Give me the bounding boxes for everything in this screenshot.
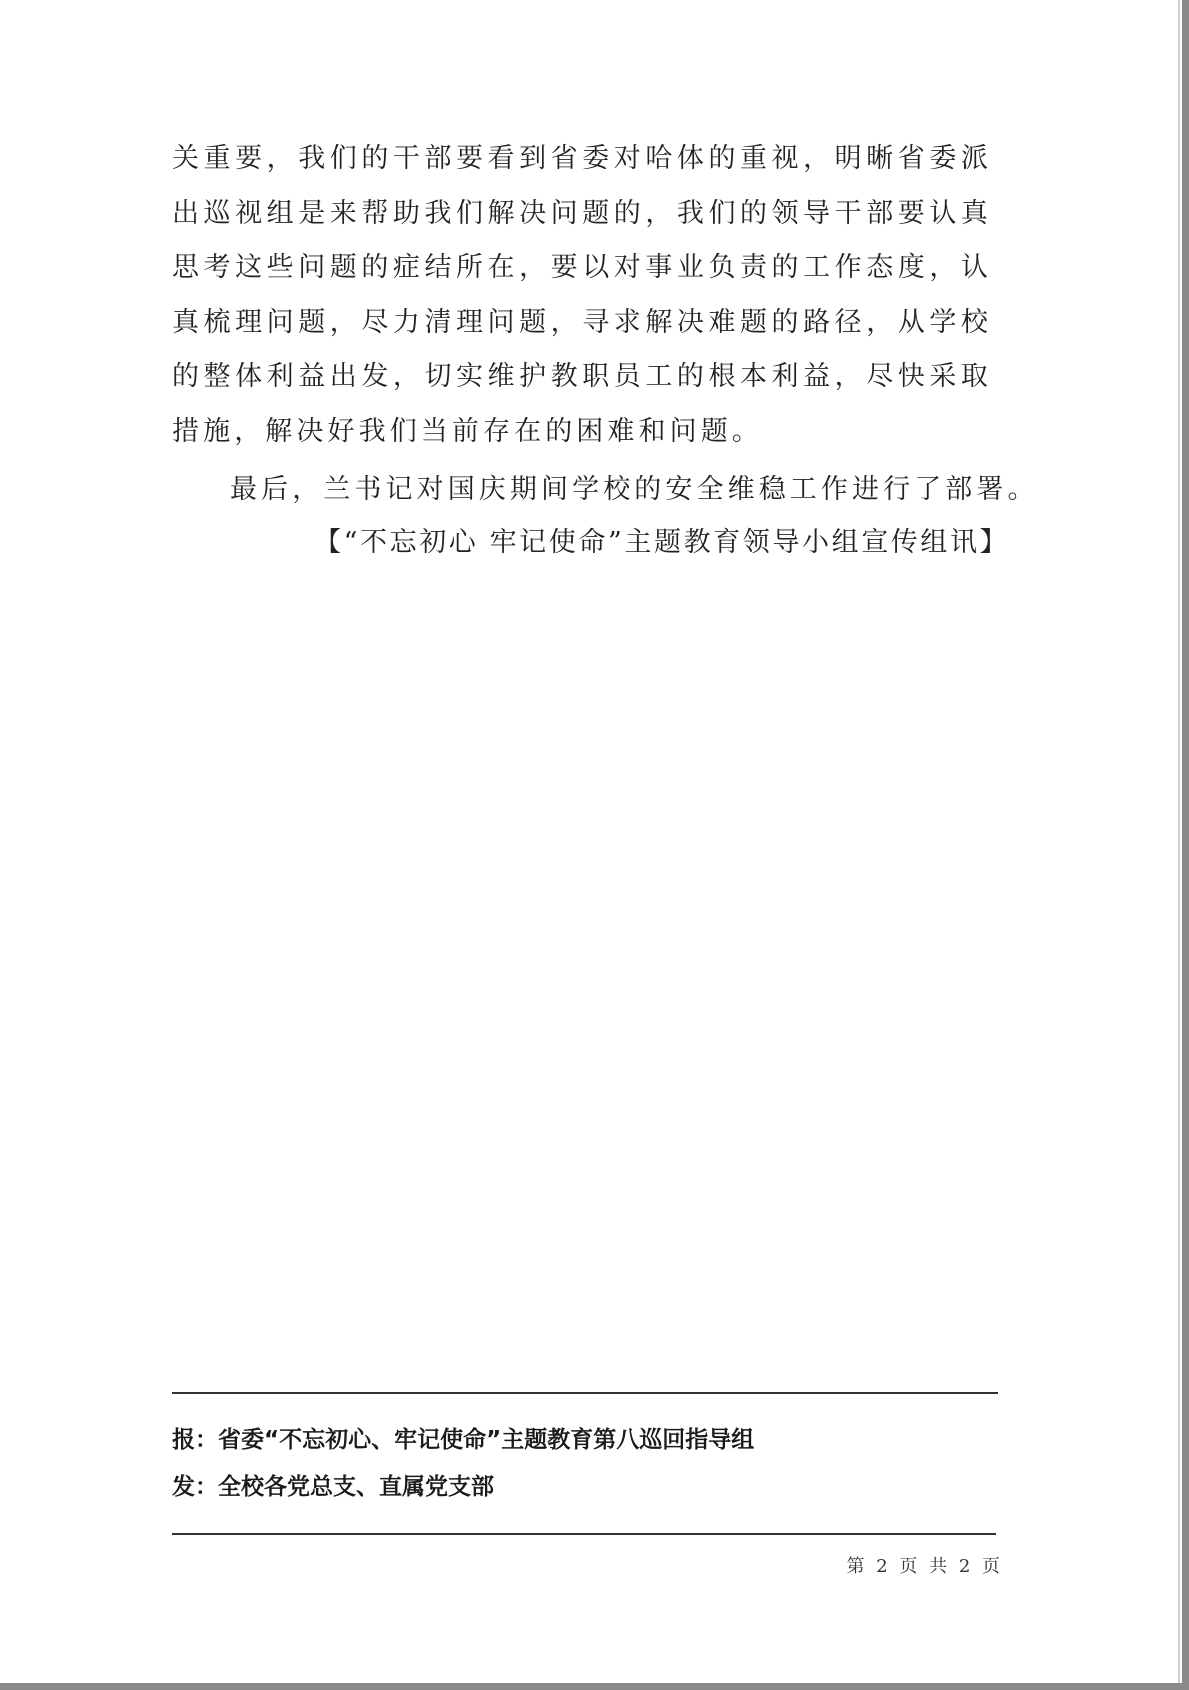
divider-bottom xyxy=(172,1533,996,1535)
report-to-line: 报：省委“不忘初心、牢记使命”主题教育第八巡回指导组 xyxy=(172,1427,755,1453)
page-number: 第 2 页 共 2 页 xyxy=(846,1556,1003,1577)
body-paragraph: 关重要，我们的干部要看到省委对哈体的重视，明晰省委派出巡视组是来帮助我们解决问题的，我们的领导干部要认真思考这些问题的症结所在，要以对事业负责的工作态度，认真梳理问题，尽力清理问题，寻求解决难题的路径，从学校的整体利益出发，切实维护教职员工的根本利益，尽快采取措施，解决好我们当前存在的困难和问题。 xyxy=(172,143,992,447)
closing-paragraph: 最后，兰书记对国庆期间学校的安全维稳工作进行了部署。 xyxy=(230,474,1039,505)
page-edge-shadow-right xyxy=(1182,0,1189,1690)
news-signature: 【“不忘初心 牢记使命”主题教育领导小组宣传组讯】 xyxy=(314,527,1010,558)
divider-top xyxy=(172,1392,998,1394)
page-edge-shadow-bottom xyxy=(0,1683,1189,1690)
send-to-line: 发：全校各党总支、直属党支部 xyxy=(172,1474,494,1500)
